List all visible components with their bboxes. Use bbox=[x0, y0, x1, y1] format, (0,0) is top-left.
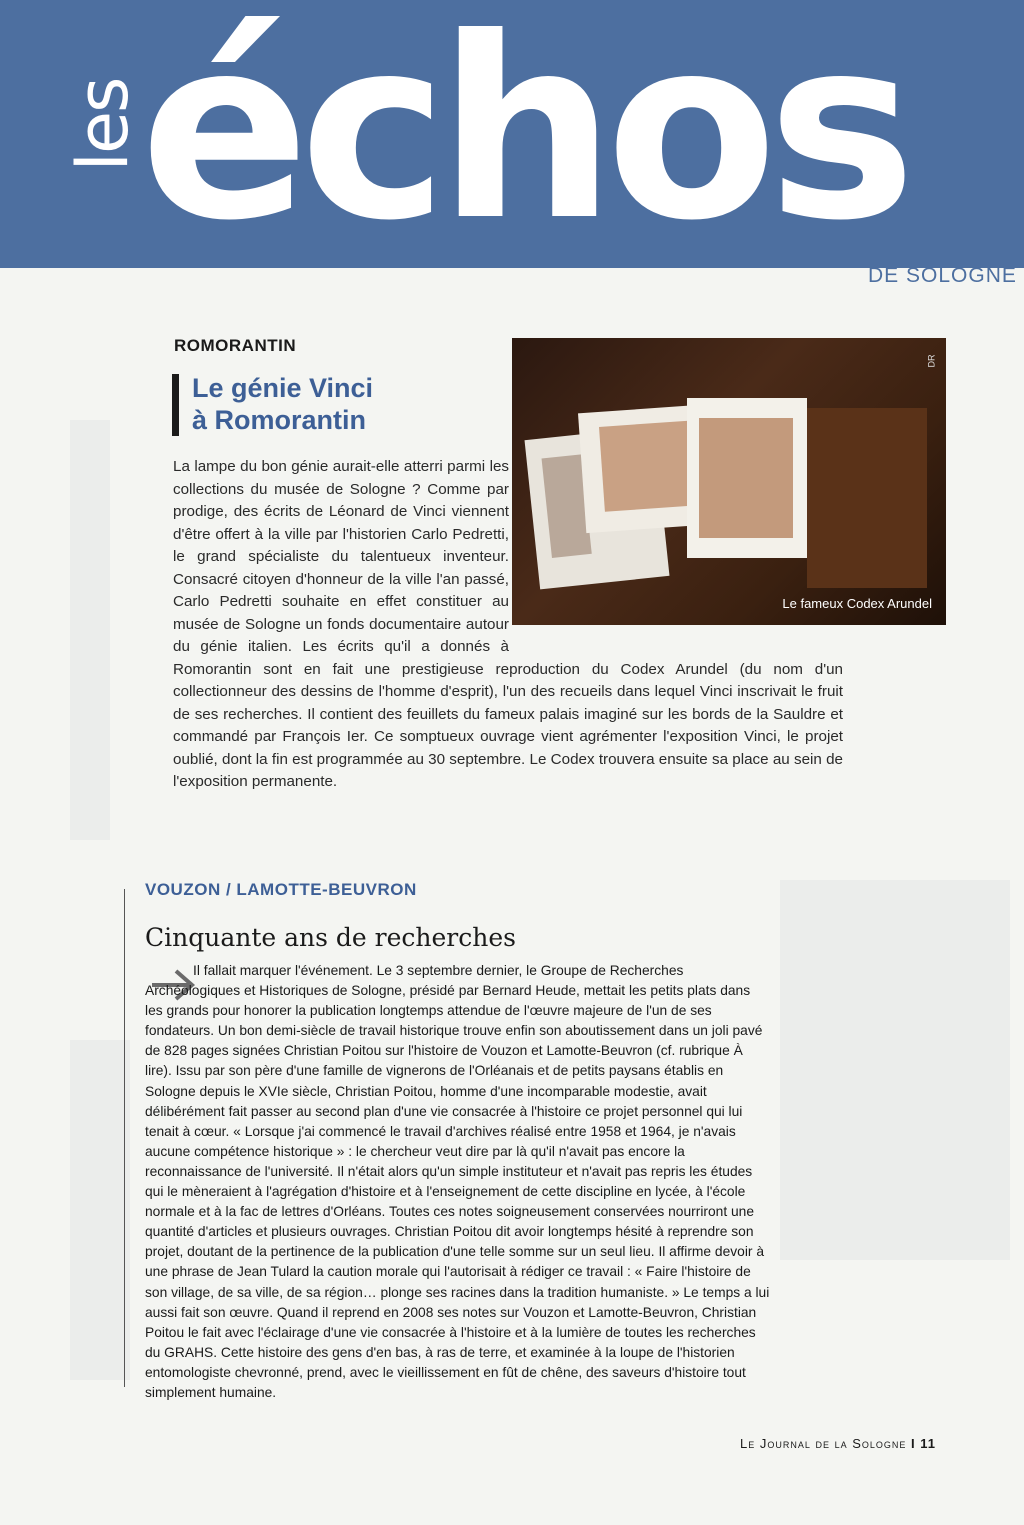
title-bar bbox=[172, 374, 179, 436]
article2-body-wrap bbox=[145, 961, 770, 1403]
photo-credit: DR bbox=[926, 354, 937, 368]
article2-rule bbox=[124, 889, 125, 1387]
photo-spacer bbox=[509, 456, 843, 656]
article1-body-wrap bbox=[173, 456, 843, 794]
page-footer bbox=[740, 1436, 936, 1451]
article2-section: VOUZON / LAMOTTE-BEUVRON bbox=[145, 880, 417, 899]
article1-body: La lampe du bon génie aurait-elle atterri parmi les collections du musée de Sologne ? Comme par prodige, des écrits de Léonard de Vinci viennent d'être offert à la ville par l'historien Carlo Pedretti, le grand spécialiste du talentueux inventeur. Consacré citoyen d'honneur de la ville l'an passé, Carlo Pedretti souhaite en effet constituer au musée de Sologne un fonds documentaire autour du génie italien. Les écrits qu'il a donnés à Romorantin sont en fait une prestigieuse reproduction du Codex Arundel (du nom d'un collectionneur des dessins de l'homme d'esprit), l'un des recueils dans lequel Vinci inscrivait le fruit de ses recherches. Il contient des feuillets du fameux palais imaginé sur les bords de la Sauldre et commandé par François Ier. Ce somptueux ouvrage vient agrémenter l'exposition Vinci, le projet oublié, dont la fin est programmée au 30 septembre. Le Codex trouvera ensuite sa place au sein de l'exposition permanente. bbox=[173, 458, 843, 790]
show-through-left bbox=[70, 420, 110, 840]
article1-section: ROMORANTIN bbox=[174, 336, 297, 355]
article2-body: Il fallait marquer l'événement. Le 3 septembre dernier, le Groupe de Recherches Archéologiques et Historiques de Sologne, présidé par Bernard Heude, mettait les petits plats dans les grands pour honorer la publication longtemps attendue de l'œuvre majeure de l'un de ses fondateurs. Un bon demi-siècle de travail historique trouve enfin son aboutissement dans un joli pavé de 828 pages signées Christian Poitou sur l'histoire de Vouzon et Lamotte-Beuvron (cf. rubrique À lire). Issu par son père d'une famille de vignerons de l'Orléanais et de petits paysans établis en Sologne depuis le XVIe siècle, Christian Poitou, homme d'une incomparable modestie, avait délibérément fait passer au second plan d'une vie consacrée à l'histoire ce projet personnel qui lui tenait à cœur. « Lorsque j'ai commencé le travail d'archives réalisé entre 1958 et 1964, je n'avais aucune compétence historique » : le chercheur veut dire par là qu'il n'avait pas encore la reconnaissance de l'université. Il n'était alors qu'un simple instituteur et n'avait pas repris les études qui le mèneraient à l'agrégation d'histoire et à l'enseignement de cette discipline en lycée, à l'école normale et à la fac de lettres d'Orléans. Toutes ces notes soigneusement conservées nourriront une quantité d'articles et plusieurs ouvrages. Christian Poitou dit avoir longtemps hésité à reprendre son projet, doutant de la pertinence de la publication d'une telle somme sur un seul lieu. Il affirme devoir à une phrase de Jean Tulard la caution morale qui l'autorisait à rédiger ce travail : « Faire l'histoire de son village, de sa ville, de sa région… plonge ses racines dans la tradition humaniste. » Le temps a lui aussi fait son œuvre. Quand il reprend en 2008 ses notes sur Vouzon et Lamotte-Beuvron, Christian Poitou le fait avec l'éclairage d'une vie consacrée à l'histoire et à la lumière de toutes les recherches du GRAHS. Cette histoire des gens d'en bas, à ras de terre, et examinée à la loupe de l'historien entomologiste chevronné, prend, avec le vieillissement en fût de chêne, des saveurs d'histoire tout simplement humaine. bbox=[145, 963, 770, 1400]
article1-title-line1: Le génie Vinci bbox=[192, 373, 374, 403]
show-through-bottom bbox=[70, 1040, 130, 1380]
footer-separator: I bbox=[911, 1436, 916, 1451]
article1-title bbox=[192, 372, 492, 436]
show-through-right bbox=[780, 880, 1010, 1260]
page-number: 11 bbox=[920, 1436, 937, 1451]
header-les: les bbox=[62, 78, 144, 172]
header-subtitle: DE SOLOGNE bbox=[868, 264, 1017, 287]
photo-caption: Le fameux Codex Arundel bbox=[782, 596, 932, 611]
article2-title: Cinquante ans de recherches bbox=[145, 923, 516, 952]
article1-title-line2: à Romorantin bbox=[192, 405, 367, 435]
header-banner bbox=[0, 0, 1024, 275]
footer-journal: Le Journal de la Sologne bbox=[740, 1436, 907, 1451]
header-echos: échos bbox=[140, 0, 907, 275]
